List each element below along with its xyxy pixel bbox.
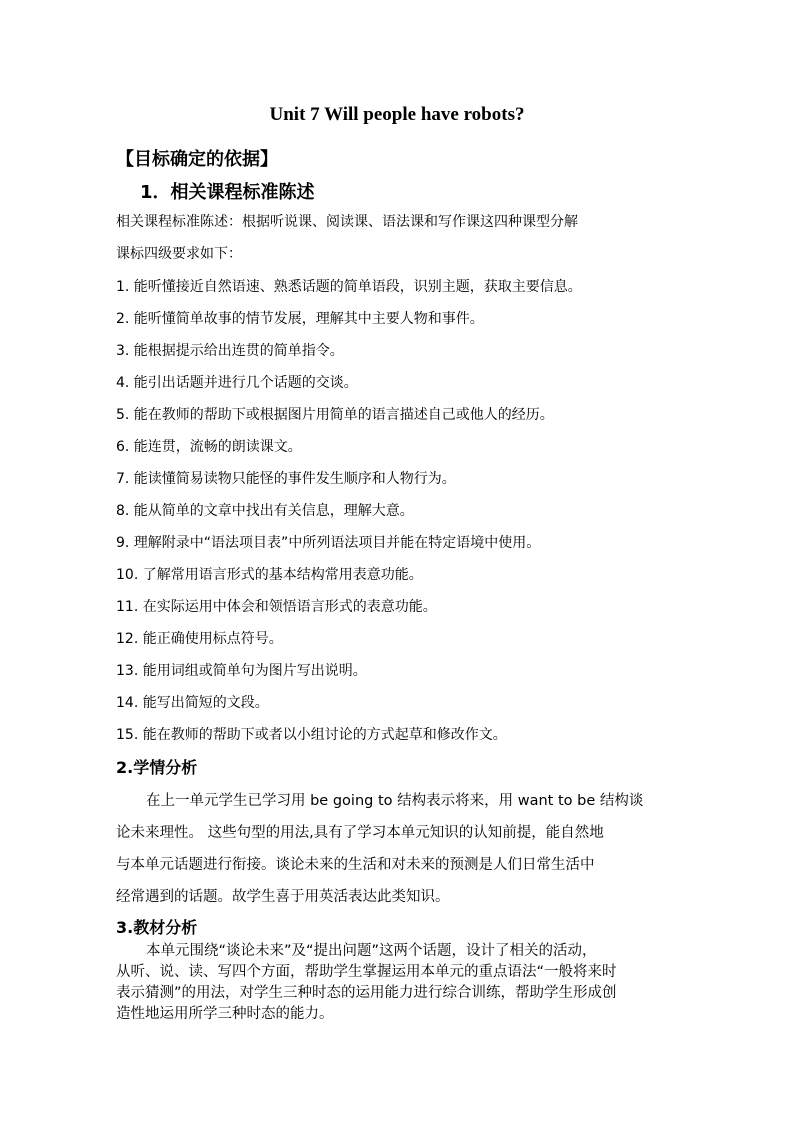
standard-item: 14. 能写出简短的文段。 — [116, 695, 269, 711]
standard-item: 10. 了解常用语言形式的基本结构常用表意功能。 — [116, 567, 423, 583]
paragraph-line: 与本单元话题进行衔接。谈论未来的生活和对未来的预测是人们日常生活中 — [116, 857, 595, 873]
intro-line: 课标四级要求如下： — [116, 246, 242, 262]
paragraph-line: 在上一单元学生已学习用 be going to 结构表示将来，用 want to be 结构谈 — [146, 793, 644, 809]
paragraph-line: 表示猜测”的用法，对学生三种时态的运用能力进行综合训练，帮助学生形成创 — [116, 985, 617, 1001]
standard-item: 2. 能听懂简单故事的情节发展，理解其中主要人物和事件。 — [116, 311, 484, 327]
section-heading-basis: 【目标确定的依据】 — [116, 149, 278, 170]
section-heading-textbook-analysis: 3.教材分析 — [116, 918, 198, 937]
intro-line: 相关课程标准陈述：根据听说课、阅读课、语法课和写作课这四种课型分解 — [116, 214, 578, 230]
subsection-heading-standards: 1．相关课程标准陈述 — [140, 182, 315, 203]
standard-item: 5. 能在教师的帮助下或根据图片用简单的语言描述自己或他人的经历。 — [116, 407, 554, 423]
standard-item: 11. 在实际运用中体会和领悟语言形式的表意功能。 — [116, 599, 437, 615]
paragraph-line: 造性地运用所学三种时态的能力。 — [116, 1006, 334, 1022]
standard-item: 9. 理解附录中“语法项目表”中所列语法项目并能在特定语境中使用。 — [116, 535, 541, 551]
paragraph-line: 论未来理性。 这些句型的用法,具有了学习本单元知识的认知前提，能自然地 — [116, 825, 604, 841]
paragraph-line: 经常遇到的话题。故学生喜于用英活表达此类知识。 — [116, 889, 450, 905]
standard-item: 7. 能读懂简易读物只能怪的事件发生顺序和人物行为。 — [116, 471, 456, 487]
standard-item: 12. 能正确使用标点符号。 — [116, 631, 283, 647]
standard-item: 15. 能在教师的帮助下或者以小组讨论的方式起草和修改作文。 — [116, 727, 507, 743]
paragraph-line: 本单元围绕“谈论未来”及“提出问题”这两个话题，设计了相关的活动， — [146, 943, 597, 959]
standard-item: 4. 能引出话题并进行几个话题的交谈。 — [116, 375, 358, 391]
standard-item: 3. 能根据提示给出连贯的简单指令。 — [116, 343, 344, 359]
section-heading-student-analysis: 2.学情分析 — [116, 758, 198, 777]
standard-item: 13. 能用词组或简单句为图片写出说明。 — [116, 663, 367, 679]
standard-item: 1. 能听懂接近自然语速、熟悉话题的简单语段，识别主题，获取主要信息。 — [116, 279, 582, 295]
standard-item: 8. 能从简单的文章中找出有关信息，理解大意。 — [116, 503, 414, 519]
paragraph-line: 从听、说、读、写四个方面，帮助学生掌握运用本单元的重点语法“一般将来时 — [116, 964, 617, 980]
page-title: Unit 7 Will people have robots? — [269, 104, 525, 125]
standard-item: 6. 能连贯，流畅的朗读课文。 — [116, 439, 302, 455]
